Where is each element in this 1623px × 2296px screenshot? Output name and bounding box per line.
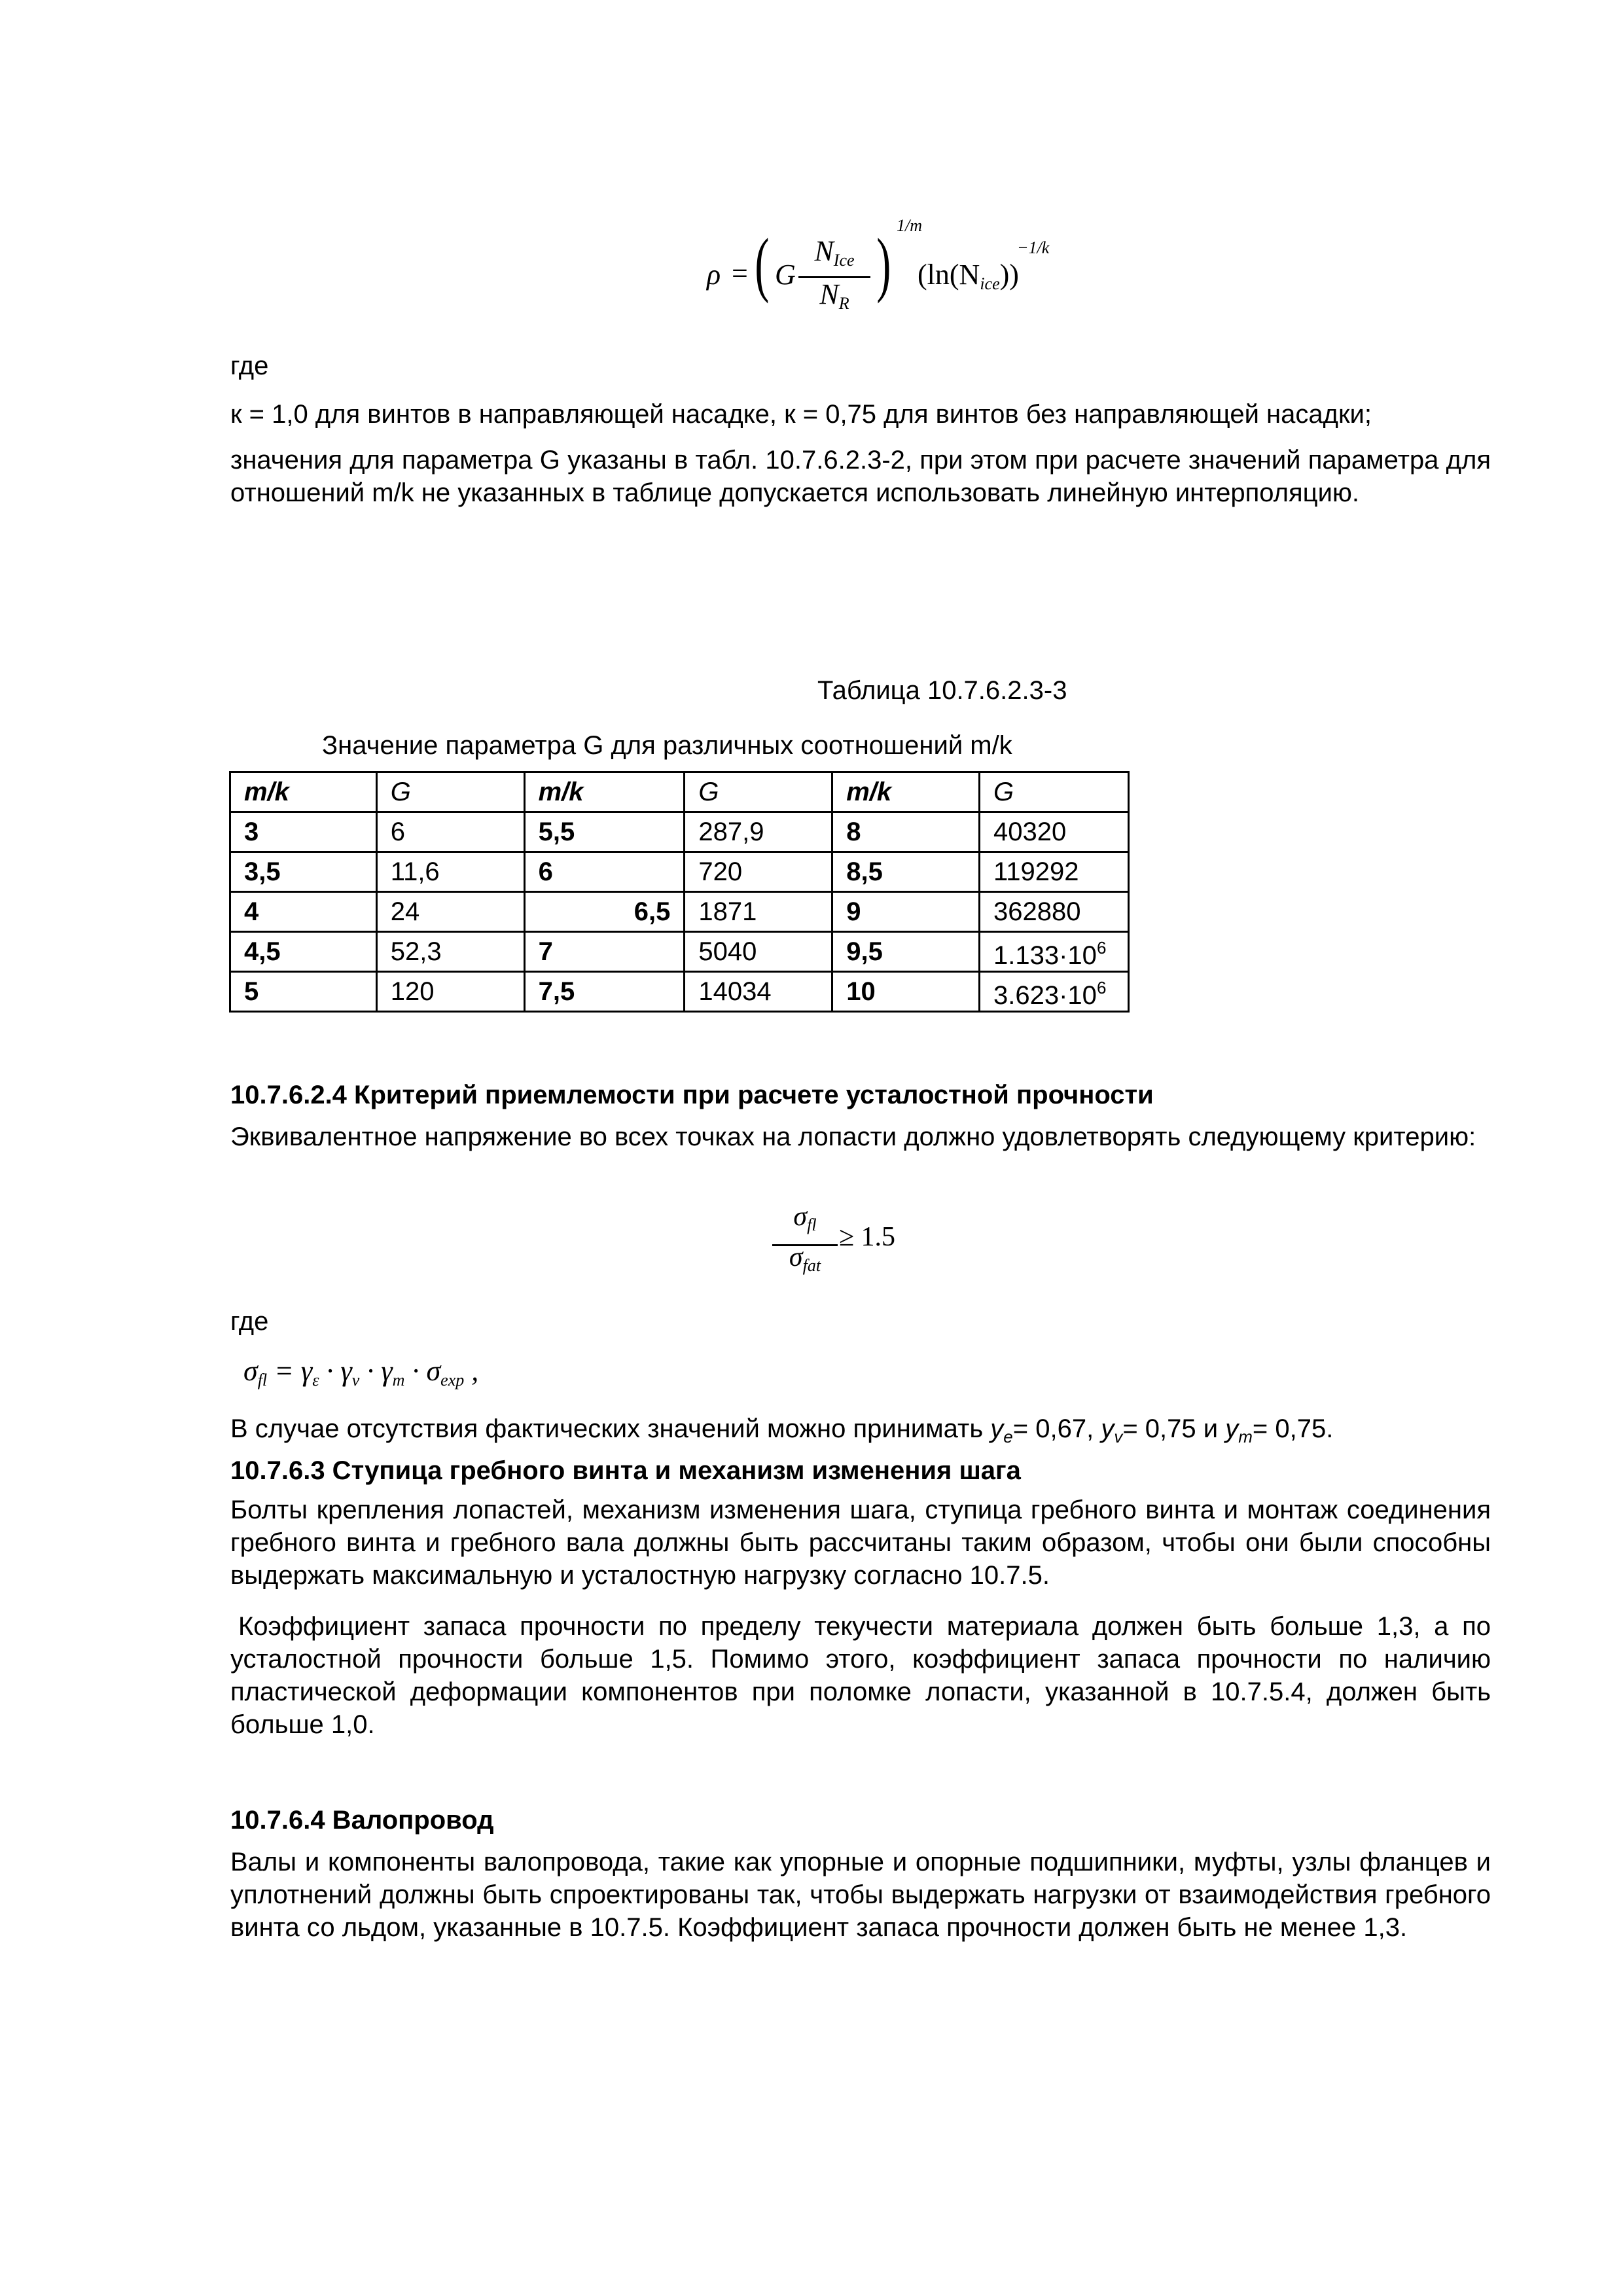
- table-cell: 3: [230, 812, 377, 852]
- table-row: [230, 812, 1129, 852]
- table-cell-mantissa: 3.623·10: [993, 981, 1097, 1010]
- formula-ratio-den: σ: [789, 1242, 803, 1272]
- table-cell: 4: [230, 892, 377, 932]
- formula-rho-den-sub: R: [838, 294, 849, 313]
- formula-rho-ln-close: )): [999, 259, 1019, 291]
- table-cell: [980, 932, 1129, 972]
- formula-sigma-dot2: · γ: [359, 1355, 393, 1387]
- section-hub-paragraph-1: Болты крепления лопастей, механизм изменения шага, ступица гребного винта и монтаж соединения гребного винта и гребного вала должны быть рассчитаны таким образом, чтобы они были способны выдержать максимальную и усталостную нагрузку согласно 10.7.5.: [230, 1496, 1491, 1590]
- formula-rho-ln-text: (ln(N: [918, 259, 980, 291]
- k-definition: к = 1,0 для винтов в направляющей насадке, к = 0,75 для винтов без направляющей насадки;: [230, 400, 1372, 429]
- table-row: [230, 932, 1129, 972]
- table-cell: 7: [524, 932, 685, 972]
- formula-ratio-num-sub: fl: [807, 1215, 817, 1234]
- gamma-m-sub: m: [1238, 1427, 1253, 1446]
- table-cell: 1871: [685, 892, 832, 932]
- table-cell: 11,6: [376, 852, 524, 892]
- section-heading-propeller-hub: 10.7.6.3 Ступица гребного винта и механизм изменения шага: [230, 1456, 1021, 1485]
- table-header-cell: G: [685, 772, 832, 812]
- table-cell: 720: [685, 852, 832, 892]
- table-cell-exponent: 6: [1096, 938, 1107, 958]
- formula-rho-ln-sub: ice: [980, 274, 1000, 293]
- where-label-1: где: [230, 351, 269, 380]
- formula-rho-den: N: [819, 278, 839, 310]
- table-cell: 4,5: [230, 932, 377, 972]
- table-cell-mantissa: 1.133·10: [993, 941, 1097, 970]
- table-header-cell: m/k: [524, 772, 685, 812]
- formula-sigma-s-sub: exp: [440, 1371, 465, 1390]
- formula-rho-num: N: [814, 235, 834, 267]
- table-row: [230, 972, 1129, 1012]
- section-heading-shafting: 10.7.6.4 Валопровод: [230, 1806, 494, 1835]
- formula-rho-lparen: (: [755, 224, 770, 304]
- table-cell: 9,5: [832, 932, 980, 972]
- table-row: [230, 892, 1129, 932]
- formula-rho-exp2: −1/k: [1017, 238, 1050, 257]
- section-hub-paragraph-2: Коэффициент запаса прочности по пределу текучести материала должен быть больше 1,3, а по усталостной прочности больше 1,5. Помимо этого, коэффициент запаса прочности по наличию пластической деформации компонентов при поломке лопасти, указанной в 10.7.5.4, должен быть больше 1,0.: [230, 1612, 1491, 1739]
- table-cell: 6: [376, 812, 524, 852]
- where-label-2: где: [230, 1307, 269, 1336]
- formula-sigma-end: ,: [464, 1355, 479, 1387]
- table-cell-exponent: 6: [1096, 978, 1107, 997]
- table-cell: 362880: [980, 892, 1129, 932]
- table-cell: 6,5: [524, 892, 685, 932]
- formula-ratio-den-sub: fat: [802, 1256, 821, 1275]
- gamma-values-line: [230, 1412, 1491, 1453]
- formula-ratio-rhs: ≥ 1.5: [839, 1222, 896, 1252]
- formula-sigma: [243, 1348, 584, 1394]
- section-shafting-text: Валы и компоненты валопровода, такие как упорные и опорные подшипники, муфты, узлы фланцев и уплотнений должны быть спроектированы так, чтобы выдержать нагрузки от взаимодействия гребного винта со льдом, указанные в 10.7.5. Коэффициент запаса прочности должен быть не менее 1,3.: [230, 1848, 1491, 1942]
- table-cell: 6: [524, 852, 685, 892]
- table-header-cell: G: [376, 772, 524, 812]
- formula-sigma-g2-sub: v: [351, 1371, 360, 1390]
- table-cell: 5,5: [524, 812, 685, 852]
- gamma-e-sub: e: [1003, 1427, 1013, 1446]
- table-cell: 5040: [685, 932, 832, 972]
- gamma-m-symbol: y: [1225, 1414, 1239, 1443]
- table-row: [230, 852, 1129, 892]
- g-parameter-table: [229, 771, 1130, 1013]
- formula-sigma-lhs: σ: [243, 1355, 258, 1387]
- table-cell: 9: [832, 892, 980, 932]
- table-caption: Значение параметра G для различных соотношений m/k: [322, 731, 1012, 760]
- table-cell: 40320: [980, 812, 1129, 852]
- table-header-cell: m/k: [230, 772, 377, 812]
- gamma-v-symbol: y: [1101, 1414, 1115, 1443]
- table-cell: [980, 972, 1129, 1012]
- formula-rho-ln: [918, 258, 1019, 294]
- table-cell: 24: [376, 892, 524, 932]
- formula-rho: [707, 216, 1050, 327]
- formula-sigma-lhs-sub: fl: [257, 1371, 268, 1390]
- formula-rho-rparen: ): [876, 224, 891, 304]
- gamma-v-value: = 0,75 и: [1122, 1414, 1226, 1443]
- table-header-cell: G: [980, 772, 1129, 812]
- table-cell: 8: [832, 812, 980, 852]
- table-cell: 14034: [685, 972, 832, 1012]
- formula-rho-num-sub: Ice: [833, 251, 855, 270]
- g-definition: значения для параметра G указаны в табл. 10.7.6.2.3-2, при этом при расчете значений параметра для отношений m/k не указанных в таблице допускается использовать линейную интерполяцию.: [230, 446, 1491, 507]
- table-reference: Таблица 10.7.6.2.3-3: [817, 676, 1067, 705]
- formula-rho-fraction: [798, 236, 870, 320]
- formula-sigma-g3-sub: m: [392, 1371, 405, 1390]
- section-heading-fatigue-criterion: 10.7.6.2.4 Критерий приемлемости при расчете усталостной прочности: [230, 1081, 1154, 1109]
- formula-rho-G: G: [775, 259, 796, 291]
- gamma-e-symbol: y: [990, 1414, 1004, 1443]
- formula-ratio: [772, 1198, 903, 1289]
- formula-rho-exp1: 1/m: [897, 216, 922, 235]
- formula-rho-lhs: ρ: [707, 259, 721, 291]
- table-cell: 119292: [980, 852, 1129, 892]
- formula-sigma-dot3: · σ: [404, 1355, 441, 1387]
- table-cell: 5: [230, 972, 377, 1012]
- table-header-cell: m/k: [832, 772, 980, 812]
- formula-sigma-rhs: = γ: [274, 1355, 313, 1387]
- formula-ratio-num: σ: [793, 1202, 808, 1232]
- gamma-line-text: В случае отсутствия фактических значений можно принимать: [230, 1414, 991, 1443]
- table-header-row: [230, 772, 1129, 812]
- table-cell: 287,9: [685, 812, 832, 852]
- formula-sigma-dot1: · γ: [319, 1355, 352, 1387]
- formula-sigma-g1-sub: ε: [312, 1371, 319, 1390]
- table-cell: 7,5: [524, 972, 685, 1012]
- table-cell: 52,3: [376, 932, 524, 972]
- table-cell: 3,5: [230, 852, 377, 892]
- gamma-e-value: = 0,67,: [1012, 1414, 1101, 1443]
- formula-rho-eq: =: [732, 257, 748, 289]
- gamma-v-sub: v: [1114, 1427, 1123, 1446]
- table-cell: 8,5: [832, 852, 980, 892]
- table-cell: 120: [376, 972, 524, 1012]
- gamma-m-value: = 0,75.: [1252, 1414, 1334, 1443]
- table-cell: 10: [832, 972, 980, 1012]
- section-fatigue-text: Эквивалентное напряжение во всех точках на лопасти должно удовлетворять следующему критерию:: [230, 1122, 1476, 1151]
